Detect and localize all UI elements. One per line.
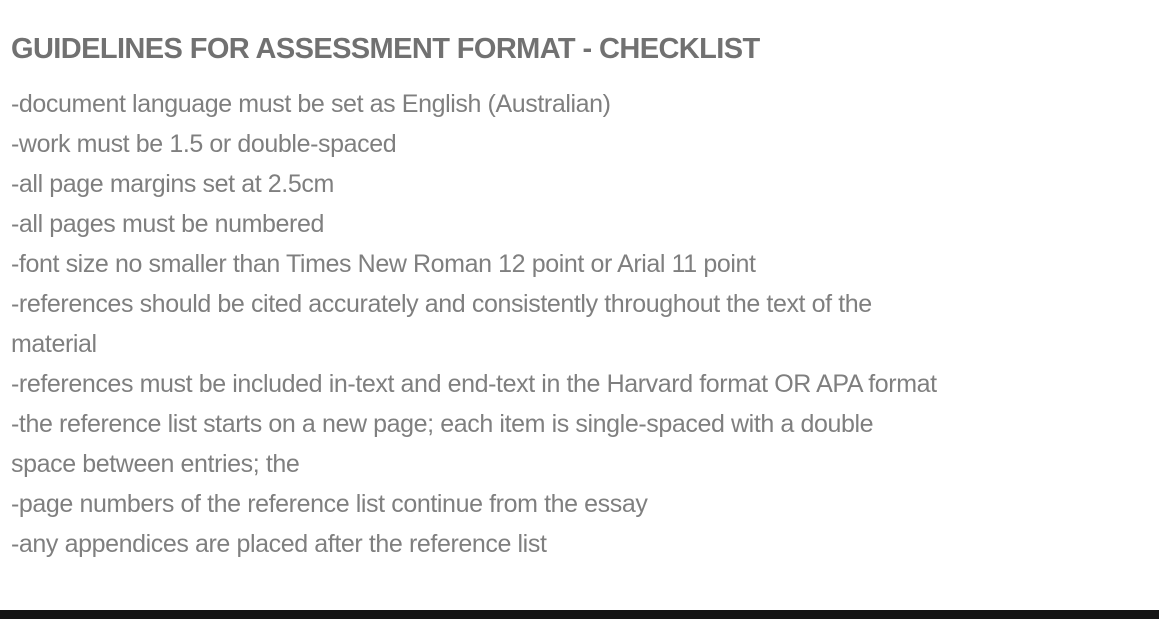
checklist-title: GUIDELINES FOR ASSESSMENT FORMAT - CHECKLIST: [11, 33, 760, 65]
checklist-line: -any appendices are placed after the reference list: [11, 530, 547, 558]
checklist-lines: [11, 84, 1149, 564]
checklist-line: -the reference list starts on a new page; each item is single-spaced with a double: [11, 410, 874, 438]
checklist-line: -references must be included in-text and end-text in the Harvard format OR APA format: [11, 370, 937, 398]
checklist-content: [11, 31, 1149, 564]
checklist-line-continuation: material: [11, 330, 97, 358]
checklist-line-continuation: space between entries; the: [11, 450, 300, 478]
checklist-line: -document language must be set as English (Australian): [11, 90, 611, 118]
checklist-line: -all page margins set at 2.5cm: [11, 170, 334, 198]
bottom-divider-bar: [0, 610, 1159, 619]
checklist-line: -references should be cited accurately and consistently throughout the text of the: [11, 290, 872, 318]
checklist-line: -page numbers of the reference list continue from the essay: [11, 490, 648, 518]
checklist-line: -all pages must be numbered: [11, 210, 324, 238]
checklist-line: -work must be 1.5 or double-spaced: [11, 130, 397, 158]
checklist-line: -font size no smaller than Times New Roman 12 point or Arial 11 point: [11, 250, 756, 278]
